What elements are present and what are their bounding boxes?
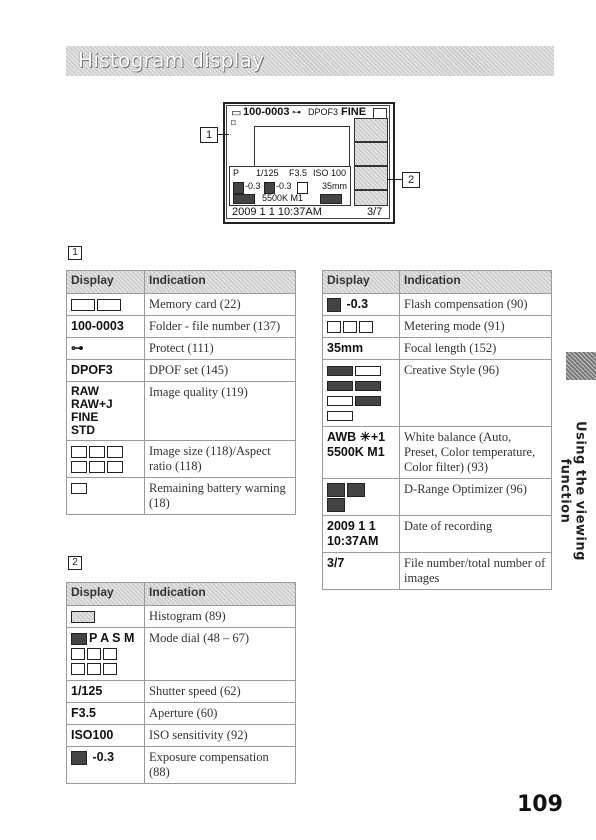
memory-card-icon xyxy=(67,294,145,316)
display-cell: 3/7 xyxy=(323,553,400,590)
section-marker-2: 2 xyxy=(68,556,82,570)
display-cell: 1/125 xyxy=(67,681,145,703)
indication-cell: Mode dial (48 – 67) xyxy=(145,628,296,681)
section-title-banner xyxy=(66,46,554,76)
indication-cell: Memory card (22) xyxy=(145,294,296,316)
table-row xyxy=(323,479,552,516)
screen-mode: P xyxy=(233,168,240,178)
chapter-tab xyxy=(566,352,596,380)
indication-cell: Flash compensation (90) xyxy=(400,294,552,316)
histogram-icon xyxy=(354,142,388,166)
screen-focal: 35mm xyxy=(322,181,348,191)
display-cell: 35mm xyxy=(323,338,400,360)
indication-cell: Histogram (89) xyxy=(145,606,296,628)
screen-card-icon: ▭ xyxy=(231,107,242,119)
indication-cell: Metering mode (91) xyxy=(400,316,552,338)
table-row xyxy=(323,516,552,553)
display-cell: AWB ☀+1 5500K M1 xyxy=(323,427,400,479)
callout-1: 1 xyxy=(200,127,218,143)
indication-cell: Folder - file number (137) xyxy=(145,316,296,338)
indication-cell: Remaining battery warning (18) xyxy=(145,478,296,515)
section-3-table xyxy=(322,270,552,590)
display-cell: DPOF3 xyxy=(67,360,145,382)
table-row xyxy=(67,316,296,338)
table-row xyxy=(67,628,296,681)
table-header-row xyxy=(67,271,296,294)
screen-folder-number: 100-0003 xyxy=(243,106,290,118)
indication-cell: Aperture (60) xyxy=(145,703,296,725)
mode-dial-cell xyxy=(67,628,145,681)
table-row xyxy=(67,725,296,747)
column-header-indication: Indication xyxy=(145,583,296,606)
column-header-display: Display xyxy=(67,271,145,294)
screen-image-area xyxy=(254,126,350,167)
indication-cell: D-Range Optimizer (96) xyxy=(400,479,552,516)
display-cell: ISO100 xyxy=(67,725,145,747)
indication-cell: Focal length (152) xyxy=(400,338,552,360)
indication-cell: Creative Style (96) xyxy=(400,360,552,427)
callout-line xyxy=(388,179,402,180)
indication-cell: ISO sensitivity (92) xyxy=(145,725,296,747)
table-row xyxy=(67,360,296,382)
display-cell: -0.3 xyxy=(92,750,115,764)
table-row xyxy=(67,294,296,316)
table-row xyxy=(67,681,296,703)
table-row xyxy=(323,294,552,316)
display-cell: 100-0003 xyxy=(67,316,145,338)
histogram-icon xyxy=(354,166,388,190)
callout-line xyxy=(217,134,229,135)
screen-wb: 5500K M1 xyxy=(262,193,304,203)
screen-flash: -0.3 xyxy=(276,181,292,191)
screen-date: 2009 1 1 10:37AM xyxy=(232,206,322,218)
screen-aperture: F3.5 xyxy=(289,168,308,178)
table-row xyxy=(323,316,552,338)
display-cell: 2009 1 1 10:37AM xyxy=(323,516,400,553)
section-2-table xyxy=(66,582,296,784)
screen-dpof: DPOF3 xyxy=(308,107,339,117)
table-row xyxy=(323,338,552,360)
table-row xyxy=(323,427,552,479)
display-cell: -0.3 xyxy=(346,297,369,311)
key-icon: ⊶ xyxy=(292,107,301,117)
column-header-indication: Indication xyxy=(145,271,296,294)
table-row xyxy=(67,606,296,628)
image-size-icons xyxy=(67,441,145,478)
table-row xyxy=(67,338,296,360)
section-marker-1: 1 xyxy=(68,246,82,260)
flash-comp-cell xyxy=(323,294,400,316)
table-row xyxy=(67,382,296,441)
battery-icon xyxy=(67,478,145,515)
indication-cell: Protect (111) xyxy=(145,338,296,360)
indication-cell: File number/total number of images xyxy=(400,553,552,590)
table-row xyxy=(67,747,296,784)
indication-cell: Image size (118)/Aspect ratio (118) xyxy=(145,441,296,478)
indication-cell: Date of recording xyxy=(400,516,552,553)
indication-cell: White balance (Auto, Preset, Color temperature, Color filter) (93) xyxy=(400,427,552,479)
table-row xyxy=(323,360,552,427)
table-row xyxy=(67,478,296,515)
histogram-icon xyxy=(354,118,388,142)
indication-cell: Exposure compensation (88) xyxy=(145,747,296,784)
table-header-row xyxy=(323,271,552,294)
battery-icon: ⌑ xyxy=(231,118,236,128)
section-1-table xyxy=(66,270,296,515)
indication-cell: Image quality (119) xyxy=(145,382,296,441)
callout-2: 2 xyxy=(402,172,420,188)
table-row xyxy=(67,441,296,478)
indication-cell: Shutter speed (62) xyxy=(145,681,296,703)
table-row xyxy=(67,703,296,725)
display-cell: RAW RAW+J FINE STD xyxy=(67,382,145,441)
table-header-row xyxy=(67,583,296,606)
ev-icon xyxy=(233,182,244,194)
page-number: 109 xyxy=(517,792,563,817)
chapter-label-text: Using the viewing function xyxy=(557,421,588,561)
exposure-comp-cell xyxy=(67,747,145,784)
protect-key-icon: ⊶ xyxy=(67,338,145,360)
screen-shutter: 1/125 xyxy=(256,168,279,178)
screen-quality: FINE xyxy=(341,106,367,118)
table-row xyxy=(323,553,552,590)
chapter-label xyxy=(557,384,588,589)
column-header-display: Display xyxy=(323,271,400,294)
histogram-icon xyxy=(67,606,145,628)
dro-icon xyxy=(320,194,342,204)
metering-icons xyxy=(323,316,400,338)
screen-count: 3/7 xyxy=(367,206,383,218)
dro-icons xyxy=(323,479,400,516)
screen-ev: -0.3 xyxy=(245,181,261,191)
column-header-indication: Indication xyxy=(400,271,552,294)
screen-iso: ISO 100 xyxy=(313,168,347,178)
creative-style-icon xyxy=(233,194,255,204)
section-title: Histogram display xyxy=(78,48,265,72)
creative-style-icons xyxy=(323,360,400,427)
histogram-icon xyxy=(354,190,388,206)
column-header-display: Display xyxy=(67,583,145,606)
indication-cell: DPOF set (145) xyxy=(145,360,296,382)
display-cell: F3.5 xyxy=(67,703,145,725)
mode-letters: P A S M xyxy=(89,631,135,645)
